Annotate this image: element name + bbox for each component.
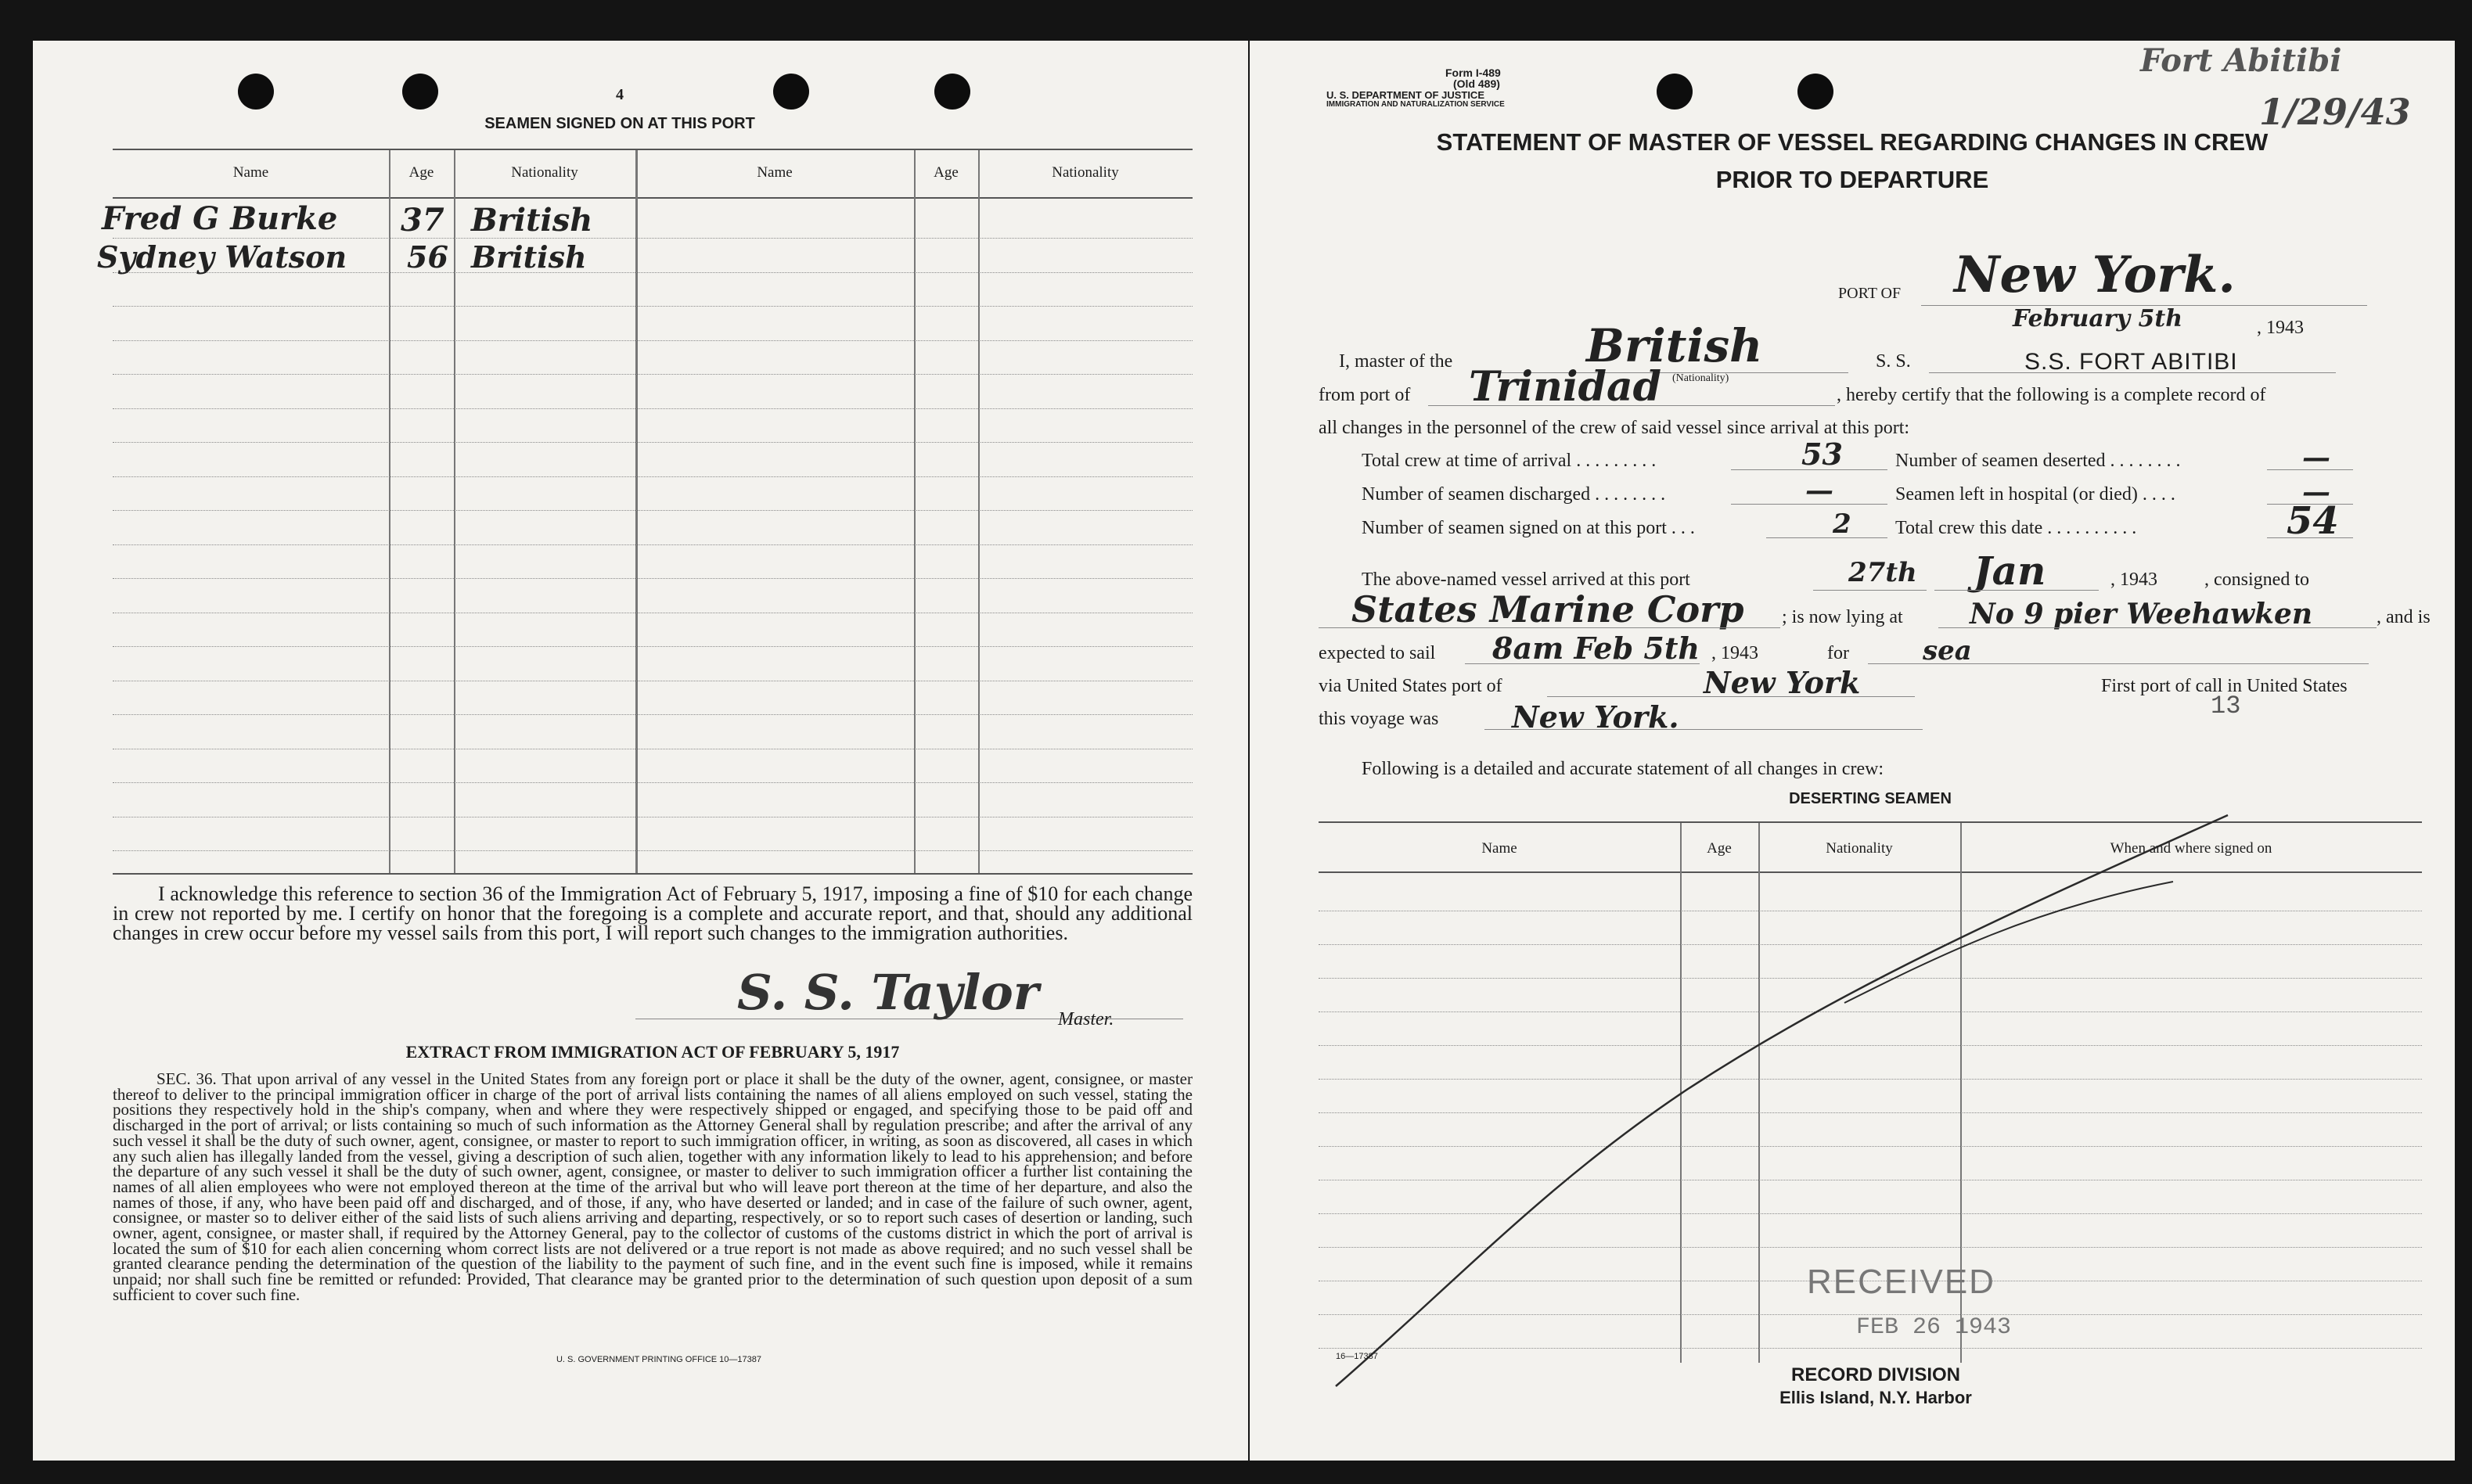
sail-value: 8am Feb 5th [1492, 631, 1700, 666]
crew-nationality: British [471, 202, 593, 239]
page-number: 4 [616, 86, 624, 103]
received-date: FEB 26 1943 [1856, 1314, 2012, 1341]
section-title: SEAMEN SIGNED ON AT THIS PORT [484, 115, 755, 132]
row-rule [113, 238, 1193, 239]
punch-hole [773, 74, 809, 110]
total-crew-date-value: 54 [2287, 499, 2339, 543]
column-header-nationality: Nationality [1052, 164, 1119, 181]
consignee-value: States Marine Corp [1351, 588, 1744, 631]
column-divider [389, 150, 390, 873]
deserting-header-name: Name [1481, 840, 1517, 857]
form-title-line-2: PRIOR TO DEPARTURE [1715, 166, 1989, 193]
port-of-label: PORT OF [1838, 285, 1902, 302]
seamen-hospital-value: — [2302, 476, 2330, 508]
statement-year: , 1943 [2257, 318, 2304, 338]
column-divider [454, 150, 455, 873]
lying-value: No 9 pier Weehawken [1970, 598, 2313, 631]
left-page [33, 41, 1248, 1461]
crew-name: Fred G Burke [102, 200, 338, 237]
nationality-caption: (Nationality) [1672, 372, 1729, 384]
master-signature: S. S. Taylor [737, 964, 1039, 1021]
from-port-value: Trinidad [1469, 363, 1662, 411]
row-rule [113, 476, 1193, 477]
table-top-rule [113, 149, 1193, 150]
row-rule [113, 850, 1193, 851]
row-rule [113, 544, 1193, 545]
crew-name: Sydney Watson [97, 239, 347, 275]
seamen-signed-on-label: Number of seamen signed on at this port . . . [1362, 518, 1695, 538]
received-stamp: RECEIVED [1807, 1263, 1995, 1301]
total-crew-date-label: Total crew this date . . . . . . . . . . [1895, 518, 2137, 538]
form-code: 16—17387 [1336, 1352, 1378, 1361]
total-crew-arrival-value: 53 [1801, 437, 1843, 472]
vessel-nationality: British [1586, 319, 1763, 372]
stamp-number: 13 [2211, 692, 2241, 720]
table-header-rule [113, 197, 1193, 199]
form-number-text: Form I-489 [1445, 66, 1501, 79]
first-port-label: First port of call in United States [2101, 676, 2348, 696]
acknowledgement-text: I acknowledge this reference to section 36 of the Immigration Act of February 5, 1917, imposing a fine of $10 for each change in crew not reported by me. I certify on honor that the foregoing is a complete and accurate report, and that, should any additional changes in crew occur before my vessel sails from this port, I will report such changes to the immigration authorities. [113, 882, 1193, 944]
department-name: U. S. DEPARTMENT OF JUSTICE [1326, 89, 1484, 101]
row-rule [113, 340, 1193, 341]
arrived-label: The above-named vessel arrived at this port [1362, 570, 1690, 590]
right-page [1250, 41, 2455, 1461]
certify-text: , hereby certify that the following is a complete record of [1837, 385, 2266, 405]
seamen-hospital-label: Seamen left in hospital (or died) . . . . [1895, 484, 2175, 505]
extract-title: EXTRACT FROM IMMIGRATION ACT OF FEBRUARY 5, 1917 [405, 1042, 900, 1062]
following-text: Following is a detailed and accurate statement of all changes in crew: [1362, 759, 1884, 779]
total-crew-arrival-label: Total crew at time of arrival . . . . . . . . . [1362, 451, 1657, 471]
vessel-name: S.S. FORT ABITIBI [2024, 349, 2238, 375]
and-is-label: , and is [2377, 607, 2431, 627]
row-rule [113, 714, 1193, 715]
row-rule [113, 408, 1193, 409]
master-label: Master. [1058, 1009, 1114, 1029]
column-header-age: Age [934, 164, 959, 181]
table-bottom-rule [113, 873, 1193, 875]
arrived-day: 27th [1848, 557, 1917, 588]
column-divider [978, 150, 980, 873]
seamen-discharged-value: — [1805, 474, 1833, 507]
seamen-discharged-label: Number of seamen discharged . . . . . . . . [1362, 484, 1666, 505]
seamen-deserted-value: — [2302, 441, 2330, 474]
row-rule [113, 782, 1193, 783]
column-header-name: Name [232, 164, 269, 181]
service-name: IMMIGRATION AND NATURALIZATION SERVICE [1326, 100, 1505, 109]
cancel-strike-line [1250, 41, 2455, 1461]
form-old-text: (Old 489) [1453, 77, 1500, 90]
via-label: via United States port of [1319, 676, 1502, 696]
seamen-deserted-label: Number of seamen deserted . . . . . . . . [1895, 451, 2181, 471]
ss-label: S. S. [1876, 351, 1911, 372]
changes-text: all changes in the personnel of the crew of said vessel since arrival at this port: [1319, 418, 1910, 438]
row-rule [113, 442, 1193, 443]
row-rule [113, 578, 1193, 579]
handwritten-corner-note: Fort Abitibi [2140, 42, 2342, 79]
ellis-island: Ellis Island, N.Y. Harbor [1779, 1388, 1972, 1407]
column-header-name: Name [757, 164, 793, 181]
column-divider [635, 150, 638, 873]
row-rule [113, 374, 1193, 375]
column-header-age: Age [408, 164, 434, 181]
statement-date: February 5th [2013, 305, 2183, 332]
port-of-value: New York. [1954, 246, 2236, 304]
row-rule [113, 306, 1193, 307]
form-title-line-1: STATEMENT OF MASTER OF VESSEL REGARDING CHANGES IN CREW [1436, 128, 2269, 156]
column-header-nationality: Nationality [511, 164, 578, 181]
voyage-value: New York. [1512, 699, 1679, 735]
arrived-month: Jan [1974, 548, 2046, 594]
crew-nationality: British [471, 239, 587, 275]
sail-year: , 1943 [1711, 643, 1758, 663]
arrived-year: , 1943 [2110, 570, 2157, 590]
deserting-header-signed-on: When and where signed on [2110, 840, 2272, 857]
deserting-header-nationality: Nationality [1826, 840, 1893, 857]
lying-label: ; is now lying at [1782, 607, 1903, 627]
for-value: sea [1923, 635, 1972, 667]
sail-label: expected to sail [1319, 643, 1436, 663]
punch-hole [238, 74, 274, 110]
seamen-signed-on-value: 2 [1833, 508, 1851, 540]
cancel-strike-stroke [1844, 882, 2173, 1003]
master-of-label: I, master of the [1339, 351, 1453, 372]
crew-age: 56 [407, 239, 448, 275]
record-division: RECORD DIVISION [1790, 1364, 1961, 1385]
consigned-label: , consigned to [2204, 570, 2309, 590]
crew-age: 37 [401, 202, 444, 239]
punch-hole [934, 74, 970, 110]
from-port-label: from port of [1319, 385, 1411, 405]
row-rule [113, 510, 1193, 511]
punch-hole [402, 74, 438, 110]
printer-line: U. S. GOVERNMENT PRINTING OFFICE 10—17387 [556, 1355, 762, 1364]
column-divider [914, 150, 916, 873]
handwritten-date: 1/29/43 [2259, 91, 2411, 133]
deserting-title: DESERTING SEAMEN [1789, 790, 1952, 807]
voyage-label: this voyage was [1319, 709, 1439, 729]
deserting-header-age: Age [1707, 840, 1732, 857]
extract-text: SEC. 36. That upon arrival of any vessel in the United States from any foreign port or place it shall be the duty of the owner, agent, consignee, or master thereof to deliver to the principal immigration officer in charge of the port of arrival lists containing the names of all aliens employed on such vessel, stating the positions they respectively hold in the ship's company, when and where they were respectively shipped or engaged, and specifying those to be paid off and discharged in the port of arrival; or lists containing so much of such information as the Attorney General shall by regulation prescribe; and after the arrival of any such vessel it shall be the duty of such owner, agent, consignee, or master to report to such immigration officer, in writing, as soon as discovered, all cases in which any such alien has illegally landed from the vessel, giving a description of such alien, together with any information likely to lead to his apprehension; and before the departure of any such vessel it shall be the duty of such owner, agent, consignee, or master to deliver to such immigration officer a further list containing the names of all alien employees who were not employed thereon at the time of the arrival but who will leave port thereon at the time of her departure, and also the names of those, if any, who have been paid off and discharged, and of those, if any, who have deserted or landed; and in case of the failure of such owner, agent, consignee, or master so to deliver either of the said lists of such aliens arriving and departing, respectively, or so to report such cases of desertion or landing, such owner, agent, consignee, or master shall, if required by the Attorney General, pay to the collector of customs of the customs district in which the port of arrival is located the sum of $10 for each alien concerning whom correct lists are not delivered or a true report is not made as above required; and no such vessel shall be granted clearance pending the determination of the question of the liability to the payment of such fine, and in the event such fine is imposed, while it remains unpaid; nor shall such fine be remitted or refunded: Provided, That clearance may be granted prior to the determination of such question upon deposit of a sum sufficient to cover such fine. [113, 1069, 1193, 1304]
row-rule [113, 646, 1193, 647]
for-label: for [1827, 643, 1849, 663]
via-value: New York [1704, 665, 1861, 700]
